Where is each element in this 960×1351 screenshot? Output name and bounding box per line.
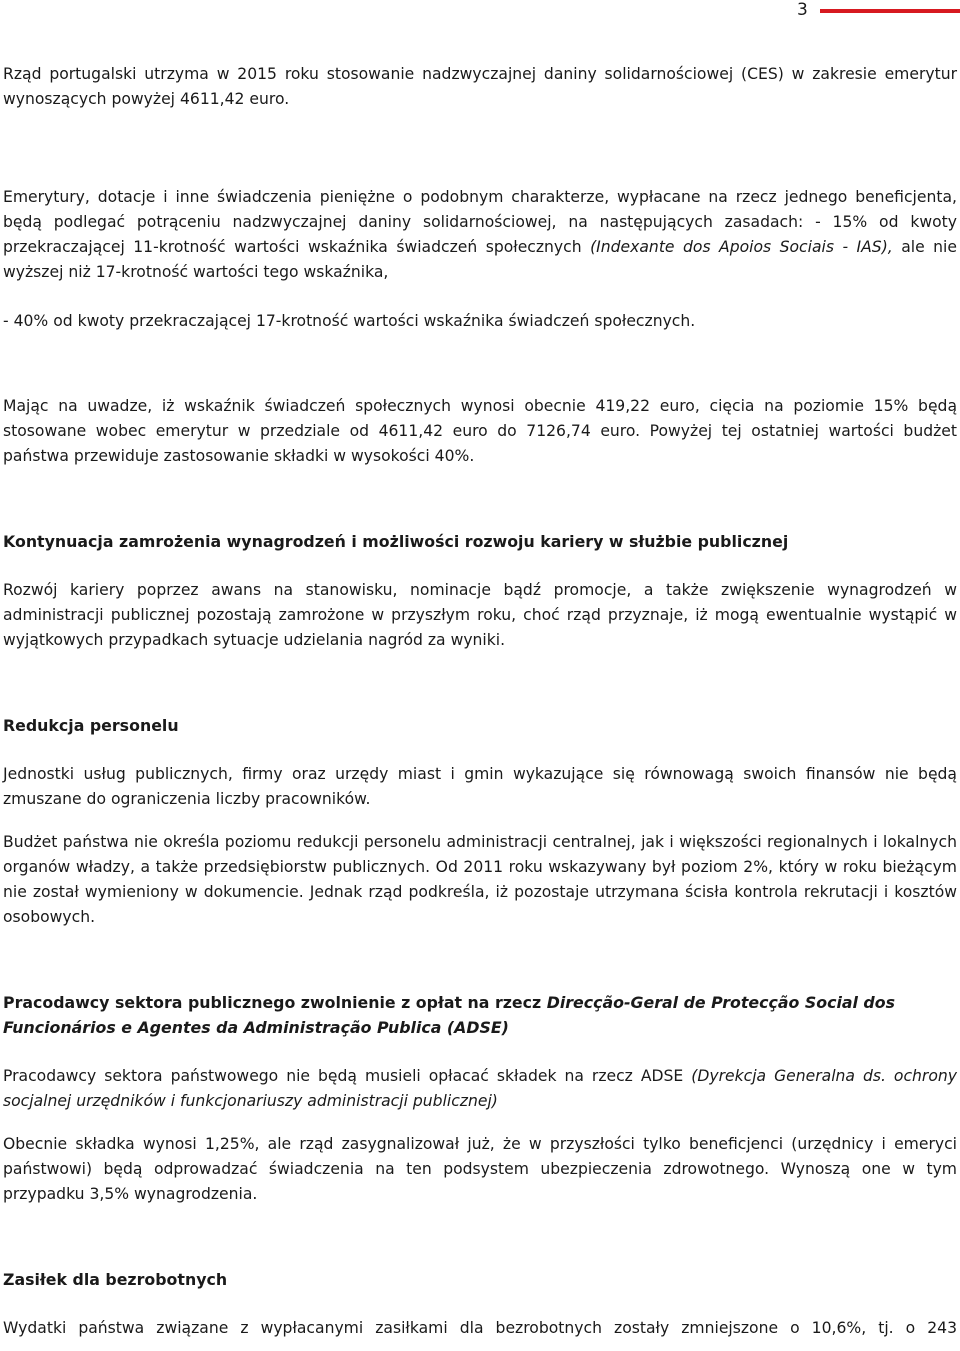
freeze-heading: Kontynuacja zamrożenia wynagrodzeń i możliwości rozwoju kariery w służbie publicznej: [3, 532, 789, 551]
unemployment-paragraph: Wydatki państwa związane z wypłacanymi zasiłkami dla bezrobotnych zostały zmniejszone o 10,6%, tj. o 243: [3, 1319, 957, 1337]
adse-paragraph-1: [3, 1064, 957, 1114]
staff-paragraph-2: Budżet państwa nie określa poziomu redukcji personelu administracji centralnej, jak i większości regionalnych i lokalnych organów władzy, a także przedsiębiorstw publicznych. Od 2011 roku wskazywany był poziom 2%, który w roku bieżącym nie został wymieniony w dokumencie. Jednak rząd podkreśla, iż pozostaje utrzymana ścisła kontrola rekrutacji i kosztów osobowych.: [3, 833, 957, 926]
intro-paragraph: Rząd portugalski utrzyma w 2015 roku stosowanie nadzwyczajnej daniny solidarnościowej (CES) w zakresie emerytur wynoszących powyżej 4611,42 euro.: [3, 65, 957, 108]
adse-paragraph-text: Pracodawcy sektora państwowego nie będą musieli opłacać składek na rzecz ADSE: [3, 1067, 692, 1085]
staff-heading: Redukcja personelu: [3, 716, 179, 735]
adse-paragraph-2: Obecnie składka wynosi 1,25%, ale rząd zasygnalizował już, że w przyszłości tylko beneficjenci (urzędnicy i emeryci państwowi) będą odprowadzać świadczenia na ten podsystem ubezpieczenia zdrowotnego. Wynoszą one w tym przypadku 3,5% wynagrodzenia.: [3, 1135, 957, 1203]
header-rule: [820, 9, 960, 13]
pension-40-paragraph: - 40% od kwoty przekraczającej 17-krotność wartości wskaźnika świadczeń społecznych.: [3, 312, 696, 330]
adse-heading: [3, 990, 957, 1040]
ias-term: (Indexante dos Apoios Sociais - IAS),: [590, 238, 893, 256]
unemployment-heading: Zasiłek dla bezrobotnych: [3, 1270, 228, 1289]
document-body: [3, 62, 957, 1341]
adse-translation: (Dyrekcja Generalna ds. ochrony socjalnej urzędników i funkcjonariuszy administracji publicznej): [3, 1067, 957, 1110]
page-header: [0, 0, 960, 20]
adse-heading-term: Direcção-Geral de Protecção Social dos Funcionários e Agentes da Administração Publica (ADSE): [3, 993, 895, 1037]
staff-paragraph-1: Jednostki usług publicznych, firmy oraz urzędy miast i gmin wykazujące się równowagą swoich finansów nie będą zmuszane do ograniczenia liczby pracowników.: [3, 765, 957, 808]
pension-rules-text: Emerytury, dotacje i inne świadczenia pieniężne o podobnym charakterze, wypłacane na rzecz jednego beneficjenta, będą podlegać potrąceniu nadzwyczajnej daniny solidarnościowej, na następujących zasadach: - 15% od kwoty przekraczającej 11-krotność wartości wskaźnika świadczeń społecznych: [3, 188, 957, 256]
page-number: 3: [797, 0, 808, 20]
freeze-paragraph: Rozwój kariery poprzez awans na stanowisku, nominacje bądź promocje, a także zwiększenie wynagrodzeń w administracji publicznej pozostają zamrożone w przyszłym roku, choć rząd przyznaje, iż mogą ewentualnie wystąpić w wyjątkowych przypadkach sytuacje udzielania nagród za wyniki.: [3, 581, 957, 649]
pension-rules-tail: ale nie wyższej niż 17-krotność wartości tego wskaźnika,: [3, 238, 957, 281]
pension-rules-paragraph: [3, 185, 957, 285]
adse-heading-text: Pracodawcy sektora publicznego zwolnienie z opłat na rzecz: [3, 993, 547, 1012]
ias-value-paragraph: Mając na uwadze, iż wskaźnik świadczeń społecznych wynosi obecnie 419,22 euro, cięcia na poziomie 15% będą stosowane wobec emerytur w przedziale od 4611,42 euro do 7126,74 euro. Powyżej tej ostatniej wartości budżet państwa przewiduje zastosowanie składki w wysokości 40%.: [3, 397, 957, 465]
